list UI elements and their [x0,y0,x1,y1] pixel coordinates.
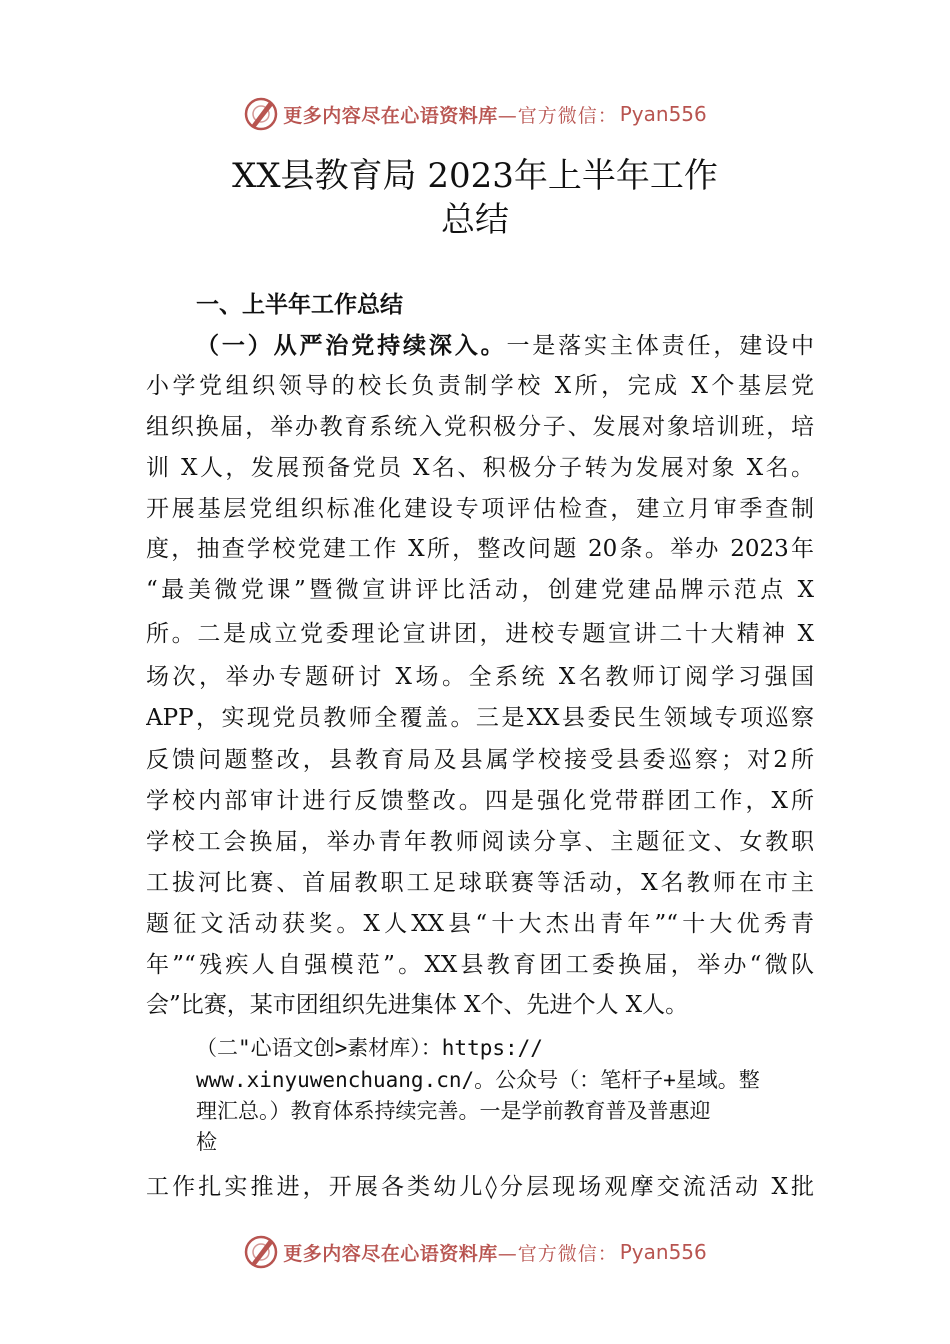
paragraph-line: 工作扎实推进，开展各类幼儿◊分层现场观摩交流活动 X批 [146,1174,814,1200]
paragraph-line: 场次，举办专题研讨 X场。全系统 X名教师订阅学习强国 [146,664,814,690]
paragraph-line: 年”“残疾人自强模范”。XX县教育团工委换届，举办“微队 [146,952,814,978]
paragraph-line: 组织换届，举办教育系统入党积极分子、发展对象培训班，培 [146,414,814,440]
paragraph-line: 学校工会换届，举办青年教师阅读分享、主题征文、女教职 [146,829,814,855]
paragraph-line: 会”比赛，某市团组织先进集体 X个、先进个人 X人。 [146,992,689,1018]
paragraph-line: 反馈问题整改，县教育局及县属学校接受县委巡察；对2所 [146,747,814,773]
watermark-text-b: —官方微信： [497,104,618,127]
paragraph-line: 学校内部审计进行反馈整改。四是强化党带群团工作，X所 [146,788,814,814]
paragraph-line: “最美微党课”暨微宣讲评比活动，创建党建品牌示范点 X [146,577,814,603]
watermark-text: 更多内容尽在心语资料库 [283,104,498,127]
watermark-header [0,94,950,134]
paragraph-lead: （一）从严治党持续深入。 [196,332,507,359]
mono-line: （二"心语文创>素材库）：https:// [196,1036,543,1060]
paragraph-line: 所。二是成立党委理论宣讲团，进校专题宣讲二十大精神 X [146,621,814,647]
section-heading: 一、上半年工作总结 [196,292,403,318]
paragraph-line: 训 X人，发展预备党员 X名、积极分子转为发展对象 X名。 [146,455,814,481]
watermark-text: 更多内容尽在心语资料库 [283,1242,498,1265]
pen-logo-icon [243,96,279,132]
document-title: XX县教育局 2023年上半年工作 [232,156,718,196]
paragraph-line: 工拔河比赛、首届教职工足球联赛等活动，X名教师在市主 [146,870,814,896]
paragraph-line: （一）从严治党持续深入。一是落实主体责任，建设中 [196,332,814,359]
document-title-line2: 总结 [441,200,509,240]
mono-line: 检 [196,1130,217,1154]
watermark-wechat-id: Pyan556 [619,102,707,126]
mono-line: www.xinyuwenchuang.cn/。公众号（：笔杆子+星域。整 [196,1068,760,1092]
watermark-footer [0,1232,950,1272]
paragraph-line: APP，实现党员教师全覆盖。三是XX县委民生领域专项巡察 [146,705,814,731]
paragraph-line: 度，抽查学校党建工作 X所，整改问题 20条。举办 2023年 [146,536,814,562]
watermark-text-b: —官方微信： [497,1242,618,1265]
mono-line: 理汇总。）教育体系持续完善。一是学前教育普及普惠迎 [196,1099,711,1123]
paragraph-line: 题征文活动获奖。X人XX县“十大杰出青年”“十大优秀青 [146,911,814,937]
pen-logo-icon [243,1234,279,1270]
paragraph-line: 开展基层党组织标准化建设专项评估检查，建立月审季查制 [146,496,814,522]
paragraph-line: 小学党组织领导的校长负责制学校 X所，完成 X个基层党 [146,373,814,399]
watermark-wechat-id: Pyan556 [619,1240,707,1264]
